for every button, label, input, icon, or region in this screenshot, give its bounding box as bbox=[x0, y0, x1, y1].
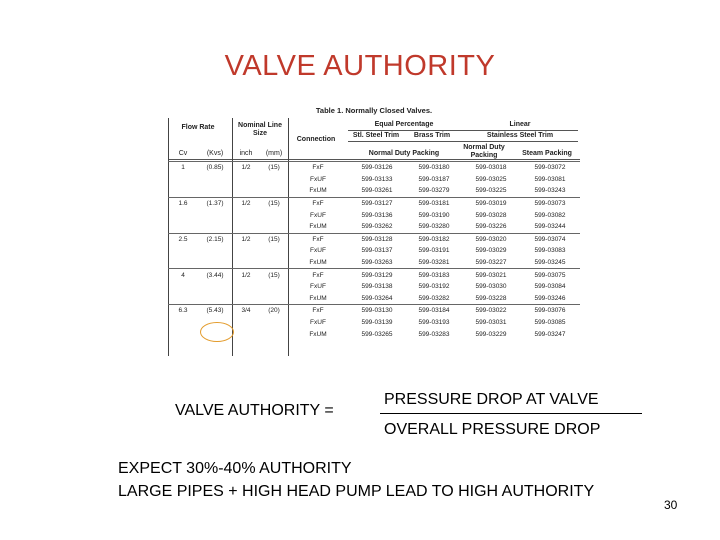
cell-lin-ndp: 599-03225 bbox=[475, 187, 507, 195]
cell-ep-ndp: 599-03129 bbox=[348, 269, 406, 281]
cell-cv bbox=[168, 221, 198, 233]
cell-cv bbox=[168, 328, 198, 340]
formula-denominator: OVERALL PRESSURE DROP bbox=[384, 421, 601, 438]
header-kvs: (Kvs) bbox=[206, 150, 224, 157]
cell-lin-ndp: 599-03025 bbox=[475, 175, 507, 183]
cell-ep-brass: 599-03181 bbox=[406, 197, 462, 209]
cell-kvs: (2.15) bbox=[198, 233, 232, 245]
page-number: 30 bbox=[664, 498, 678, 512]
cell-mm bbox=[260, 245, 288, 257]
cell-kvs bbox=[198, 281, 232, 293]
cell-lin-steam: 599-03244 bbox=[534, 223, 566, 231]
cell-lin-steam: 599-03081 bbox=[534, 175, 566, 183]
cell-cv bbox=[168, 281, 198, 293]
cell-mm: (15) bbox=[260, 197, 288, 209]
table-caption: Table 1. Normally Closed Valves. bbox=[315, 106, 433, 115]
cell-lin-ndp: 599-03021 bbox=[462, 269, 520, 281]
cell-mm bbox=[260, 293, 288, 305]
header-normal-duty-packing: Normal Duty Packing bbox=[368, 150, 440, 157]
cell-ep-brass: 599-03190 bbox=[418, 211, 450, 219]
cell-lin-steam: 599-03246 bbox=[534, 294, 566, 302]
cell-mm bbox=[260, 328, 288, 340]
cell-mm: (20) bbox=[260, 305, 288, 317]
cell-kvs bbox=[198, 174, 232, 186]
cell-lin-ndp: 599-03030 bbox=[475, 283, 507, 291]
cell-cv bbox=[168, 317, 198, 329]
cell-inch bbox=[232, 245, 260, 257]
cell-inch bbox=[232, 174, 260, 186]
cell-conn: FxF bbox=[288, 305, 348, 317]
header-normal-duty-packing-linear: Normal Duty Packing bbox=[463, 144, 505, 159]
cell-kvs: (3.44) bbox=[198, 269, 232, 281]
cell-cv: 1.6 bbox=[168, 197, 198, 209]
header-equal-percentage: Equal Percentage bbox=[374, 121, 434, 128]
table-row bbox=[168, 185, 580, 197]
cell-ep-brass: 599-03281 bbox=[418, 259, 450, 267]
cell-ep-brass: 599-03191 bbox=[418, 247, 450, 255]
header-cv: Cv bbox=[178, 150, 188, 157]
header-rule bbox=[348, 130, 578, 131]
cell-conn: FxF bbox=[288, 233, 348, 245]
cell-inch bbox=[232, 257, 260, 269]
table-row bbox=[168, 209, 580, 221]
cell-mm bbox=[260, 185, 288, 197]
header-linear: Linear bbox=[509, 121, 531, 128]
formula-numerator: PRESSURE DROP AT VALVE bbox=[384, 391, 599, 408]
cell-mm bbox=[260, 317, 288, 329]
cell-mm bbox=[260, 209, 288, 221]
cell-ep-brass: 599-03282 bbox=[418, 294, 450, 302]
table-row bbox=[168, 269, 580, 281]
cell-conn: FxUF bbox=[310, 211, 326, 219]
header-mm: (mm) bbox=[265, 150, 283, 157]
cell-conn: FxF bbox=[288, 269, 348, 281]
cell-lin-ndp: 599-03229 bbox=[475, 330, 507, 338]
cell-inch bbox=[232, 185, 260, 197]
cell-conn: FxUF bbox=[310, 175, 326, 183]
header-steam-packing: Steam Packing bbox=[522, 150, 572, 157]
cell-mm: (15) bbox=[260, 269, 288, 281]
cell-ep-ndp: 599-03265 bbox=[361, 330, 393, 338]
cell-conn: FxUM bbox=[309, 259, 327, 267]
cell-inch: 1/2 bbox=[232, 233, 260, 245]
cell-lin-ndp: 599-03020 bbox=[462, 233, 520, 245]
cell-cv: 6.3 bbox=[168, 305, 198, 317]
cell-inch bbox=[232, 328, 260, 340]
cell-conn: FxUF bbox=[310, 319, 326, 327]
cell-kvs bbox=[198, 293, 232, 305]
cell-ep-brass: 599-03280 bbox=[418, 223, 450, 231]
cell-cv: 1 bbox=[168, 162, 198, 174]
cell-ep-brass: 599-03184 bbox=[406, 305, 462, 317]
cell-mm bbox=[260, 257, 288, 269]
cell-inch: 1/2 bbox=[232, 269, 260, 281]
cell-ep-ndp: 599-03137 bbox=[361, 247, 393, 255]
cell-kvs: (5.43) bbox=[198, 305, 232, 317]
cell-cv bbox=[168, 185, 198, 197]
table-row bbox=[168, 257, 580, 269]
header-brass-trim: Brass Trim bbox=[413, 132, 451, 139]
formula-label: VALVE AUTHORITY = bbox=[175, 402, 334, 419]
cell-mm: (15) bbox=[260, 233, 288, 245]
cell-inch bbox=[232, 281, 260, 293]
header-bottom-rule bbox=[168, 159, 580, 160]
cell-lin-steam: 599-03243 bbox=[534, 187, 566, 195]
cell-ep-brass: 599-03183 bbox=[406, 269, 462, 281]
header-rule bbox=[348, 141, 578, 142]
table-row bbox=[168, 197, 580, 209]
table-row bbox=[168, 305, 580, 317]
cell-lin-ndp: 599-03028 bbox=[475, 211, 507, 219]
cell-kvs: (0.85) bbox=[198, 162, 232, 174]
header-flow-rate: Flow Rate bbox=[181, 124, 215, 131]
header-stl-steel-trim: Stl. Steel Trim bbox=[352, 132, 400, 139]
slide-title: VALVE AUTHORITY bbox=[224, 50, 496, 82]
note-authority-range: EXPECT 30%-40% AUTHORITY bbox=[118, 460, 352, 477]
cell-lin-steam: 599-03073 bbox=[520, 197, 580, 209]
cell-lin-ndp: 599-03031 bbox=[475, 319, 507, 327]
cell-conn: FxUF bbox=[310, 283, 326, 291]
cell-inch: 3/4 bbox=[232, 305, 260, 317]
table-row bbox=[168, 174, 580, 186]
cell-ep-ndp: 599-03263 bbox=[361, 259, 393, 267]
cell-lin-ndp: 599-03022 bbox=[462, 305, 520, 317]
cell-ep-ndp: 599-03126 bbox=[348, 162, 406, 174]
cell-ep-brass: 599-03180 bbox=[406, 162, 462, 174]
cell-mm bbox=[260, 221, 288, 233]
cell-ep-brass: 599-03187 bbox=[418, 175, 450, 183]
cell-ep-ndp: 599-03128 bbox=[348, 233, 406, 245]
cell-kvs bbox=[198, 209, 232, 221]
table-row bbox=[168, 245, 580, 257]
header-connection: Connection bbox=[296, 136, 336, 143]
cell-kvs bbox=[198, 245, 232, 257]
cell-lin-steam: 599-03247 bbox=[534, 330, 566, 338]
cell-cv bbox=[168, 209, 198, 221]
cell-lin-ndp: 599-03228 bbox=[475, 294, 507, 302]
cell-lin-ndp: 599-03226 bbox=[475, 223, 507, 231]
cell-kvs: (1.37) bbox=[198, 197, 232, 209]
cell-lin-steam: 599-03082 bbox=[534, 211, 566, 219]
cell-ep-ndp: 599-03127 bbox=[348, 197, 406, 209]
cell-ep-ndp: 599-03130 bbox=[348, 305, 406, 317]
cell-cv bbox=[168, 293, 198, 305]
table-row bbox=[168, 233, 580, 245]
cell-kvs bbox=[198, 221, 232, 233]
cell-lin-ndp: 599-03018 bbox=[462, 162, 520, 174]
cell-lin-ndp: 599-03019 bbox=[462, 197, 520, 209]
cell-mm bbox=[260, 281, 288, 293]
cell-mm bbox=[260, 174, 288, 186]
cell-inch bbox=[232, 293, 260, 305]
cell-kvs bbox=[198, 257, 232, 269]
cell-lin-steam: 599-03075 bbox=[520, 269, 580, 281]
fraction-line bbox=[380, 413, 642, 414]
cell-lin-steam: 599-03245 bbox=[534, 259, 566, 267]
cell-ep-ndp: 599-03139 bbox=[361, 319, 393, 327]
cell-ep-brass: 599-03283 bbox=[418, 330, 450, 338]
cell-ep-brass: 599-03192 bbox=[418, 283, 450, 291]
table-row bbox=[168, 221, 580, 233]
note-high-authority: LARGE PIPES + HIGH HEAD PUMP LEAD TO HIGH AUTHORITY bbox=[118, 483, 595, 500]
cell-kvs bbox=[198, 185, 232, 197]
cell-lin-steam: 599-03084 bbox=[534, 283, 566, 291]
cell-conn: FxUM bbox=[309, 223, 327, 231]
cell-ep-brass: 599-03193 bbox=[418, 319, 450, 327]
cell-inch bbox=[232, 221, 260, 233]
cell-lin-ndp: 599-03029 bbox=[475, 247, 507, 255]
table-row bbox=[168, 293, 580, 305]
cell-ep-ndp: 599-03261 bbox=[361, 187, 393, 195]
valve-data-grid bbox=[168, 161, 580, 340]
cell-cv: 4 bbox=[168, 269, 198, 281]
cell-conn: FxF bbox=[288, 162, 348, 174]
cell-inch bbox=[232, 317, 260, 329]
cell-conn: FxF bbox=[288, 197, 348, 209]
cell-lin-ndp: 599-03227 bbox=[475, 259, 507, 267]
cell-ep-ndp: 599-03133 bbox=[361, 175, 393, 183]
cell-ep-ndp: 599-03136 bbox=[361, 211, 393, 219]
cell-inch: 1/2 bbox=[232, 162, 260, 174]
cell-inch: 1/2 bbox=[232, 197, 260, 209]
cell-ep-brass: 599-03279 bbox=[418, 187, 450, 195]
cell-conn: FxUM bbox=[309, 330, 327, 338]
table-row bbox=[168, 281, 580, 293]
cell-cv bbox=[168, 174, 198, 186]
header-nominal-line-size: Nominal Line Size bbox=[238, 122, 282, 137]
valve-table bbox=[168, 106, 580, 356]
table-row bbox=[168, 162, 580, 174]
cell-lin-steam: 599-03074 bbox=[520, 233, 580, 245]
cell-lin-steam: 599-03076 bbox=[520, 305, 580, 317]
cell-ep-ndp: 599-03264 bbox=[361, 294, 393, 302]
header-inch: inch bbox=[239, 150, 253, 157]
cell-conn: FxUF bbox=[310, 247, 326, 255]
cell-cv: 2.5 bbox=[168, 233, 198, 245]
header-stainless-steel-trim: Stainless Steel Trim bbox=[486, 132, 554, 139]
cell-lin-steam: 599-03072 bbox=[520, 162, 580, 174]
cell-inch bbox=[232, 209, 260, 221]
cell-cv bbox=[168, 245, 198, 257]
cell-cv bbox=[168, 257, 198, 269]
cell-ep-ndp: 599-03138 bbox=[361, 283, 393, 291]
cell-conn: FxUM bbox=[309, 187, 327, 195]
cell-conn: FxUM bbox=[309, 294, 327, 302]
cell-mm: (15) bbox=[260, 162, 288, 174]
cell-ep-ndp: 599-03262 bbox=[361, 223, 393, 231]
cell-ep-brass: 599-03182 bbox=[406, 233, 462, 245]
highlight-circle bbox=[200, 322, 234, 342]
cell-lin-steam: 599-03083 bbox=[534, 247, 566, 255]
cell-lin-steam: 599-03085 bbox=[534, 319, 566, 327]
